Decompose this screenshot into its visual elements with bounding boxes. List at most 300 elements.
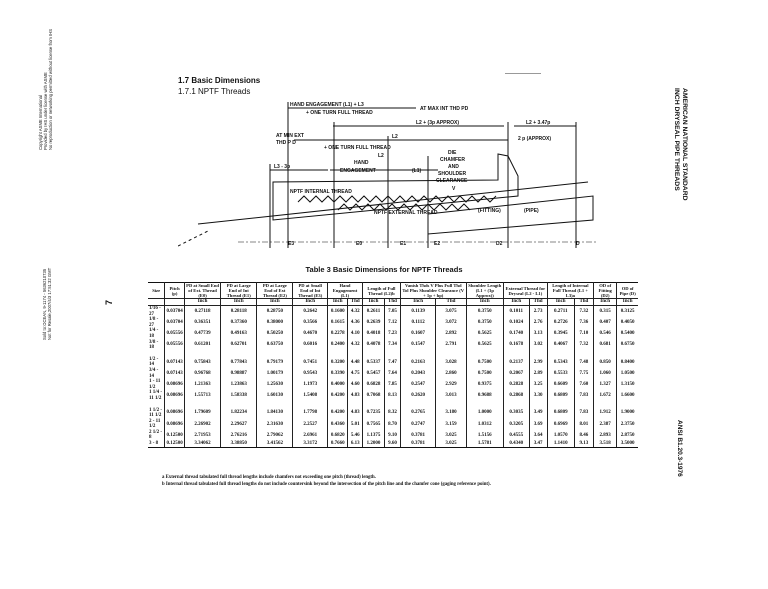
value-cell: 0.3781 (400, 430, 436, 441)
value-cell: 0.407 (594, 317, 617, 328)
value-cell: 3.159 (436, 419, 466, 430)
label-chamfer: CHAMFER (440, 157, 465, 163)
value-cell: 7.10 (574, 328, 593, 339)
label-internal-thread: NPTF INTERNAL THREAD (290, 189, 352, 195)
value-cell: 7.48 (574, 357, 593, 368)
value-cell: 0.96768 (184, 368, 220, 379)
value-cell: 0.2747 (400, 419, 436, 430)
value-cell: 0.9688 (466, 390, 503, 401)
value-cell: 0.3750 (466, 306, 503, 318)
value-cell: 0.03704 (165, 317, 184, 328)
value-cell: 0.4018 (362, 328, 384, 339)
value-cell: 7.05 (385, 306, 401, 318)
unit-cell: Inch (504, 299, 530, 306)
col-header-shoulder: Shoulder Length (L1 + (3p Approx)) (466, 283, 503, 299)
value-cell: 7.23 (385, 328, 401, 339)
label-e1: E1 (400, 241, 407, 247)
value-cell: 1.23863 (221, 379, 257, 390)
value-cell: 0.49163 (221, 328, 257, 339)
col-header-l2: Length of Full Thread (L2)b (362, 283, 400, 299)
unit-cell (165, 299, 184, 306)
value-cell: 0.2137 (504, 357, 530, 368)
nptf-dimensions-table (148, 282, 638, 448)
value-cell: 0.28118 (221, 306, 257, 318)
value-cell: 2.99 (529, 357, 547, 368)
value-cell: 3.38850 (221, 441, 257, 447)
value-cell: 0.7235 (362, 408, 384, 419)
value-cell: 1.60130 (257, 390, 293, 401)
value-cell: 0.9543 (293, 368, 328, 379)
size-cell: 1/8 - 27 (148, 317, 165, 328)
value-cell: 0.4360 (328, 419, 348, 430)
value-cell: 2.387 (594, 419, 617, 430)
value-cell: 1.84130 (257, 408, 293, 419)
value-cell: 7.60 (574, 379, 593, 390)
value-cell: 0.47739 (184, 328, 220, 339)
table-title: Table 3 Basic Dimensions for NPTF Threads (305, 265, 463, 274)
value-cell: 0.08696 (165, 379, 184, 390)
value-cell: 2.6961 (293, 430, 328, 441)
value-cell: 1.5781 (466, 441, 503, 447)
value-cell: 0.1547 (400, 340, 436, 351)
label-shoulder: SHOULDER (438, 171, 467, 177)
value-cell: 0.7500 (466, 368, 503, 379)
value-cell: 1.9000 (620, 410, 635, 416)
value-cell: 1.00179 (257, 368, 293, 379)
label-l2-347p: L2 + 3.47p (526, 120, 551, 126)
value-cell: 1.060 (594, 368, 617, 379)
table-row (148, 441, 638, 447)
size-cell: 1 1/4 - 11 1/2 (148, 390, 165, 401)
value-cell: 0.850 (594, 357, 617, 368)
size-cell: 3/4 - 14 (148, 368, 165, 379)
value-cell: 1.21363 (184, 379, 220, 390)
unit-cell: Inch (547, 299, 574, 306)
unit-cell: Inch (617, 299, 638, 306)
label-one-turn-top: + ONE TURN FULL THREAD (306, 110, 373, 116)
value-cell: 0.1011 (504, 306, 530, 318)
label-l3-3p: L3 - 3p (274, 164, 291, 170)
value-cell: 0.4555 (504, 430, 530, 441)
label-pipe: (PIPE) (524, 208, 539, 214)
value-cell: 0.3035 (504, 408, 530, 419)
col-header-e3: PD at Small End of Int Thread (E3) (293, 283, 328, 299)
value-cell: 2.2527 (293, 419, 328, 430)
value-cell: 0.36351 (184, 317, 220, 328)
value-cell: 0.1024 (504, 317, 530, 328)
value-cell: 1.912 (594, 408, 617, 419)
table-row (148, 408, 638, 419)
value-cell: 0.2163 (400, 357, 436, 368)
label-l2: L2 (392, 134, 398, 140)
value-cell: 7.34 (385, 340, 401, 351)
value-cell: 0.03704 (165, 306, 184, 318)
value-cell: 3.64 (529, 430, 547, 441)
unit-cell: Thd (436, 299, 466, 306)
size-cell: 1/2 - 14 (148, 357, 165, 368)
value-cell: 0.08696 (165, 419, 184, 430)
value-cell: 0.1139 (400, 306, 436, 318)
value-cell: 0.7451 (293, 357, 328, 368)
unit-cell: Inch (594, 299, 617, 306)
value-cell: 3.3172 (293, 441, 328, 447)
label-l2-3p: L2 + (3p APPROX) (416, 120, 460, 126)
value-cell: 3.02 (529, 340, 547, 351)
value-cell: 2.71953 (184, 430, 220, 441)
unit-cell: Inch (184, 299, 220, 306)
standard-code: ANSI B1.20.3-1976 (676, 420, 683, 477)
side-title (672, 88, 688, 201)
value-cell: 0.3125 (620, 308, 635, 314)
unit-cell: Inch (466, 299, 503, 306)
value-cell: 0.2639 (362, 317, 384, 328)
col-header-internal: Length of Internal Full Thread (L1 + L3)a (547, 283, 593, 299)
table-row (148, 379, 638, 390)
value-cell: 3.025 (436, 441, 466, 447)
unit-cell: Thd (574, 299, 593, 306)
table-row (148, 430, 638, 441)
sold-line: Not for Resale,2007/4/3 17:51:32 GMT (47, 267, 52, 340)
value-cell: 1.0500 (620, 370, 635, 376)
value-cell: 0.5625 (466, 328, 503, 339)
value-cell: 4.83 (348, 390, 363, 401)
unit-cell (148, 299, 165, 306)
value-cell: 0.3390 (328, 368, 348, 379)
value-cell: 0.38000 (257, 317, 293, 328)
value-cell: 1.0312 (466, 419, 503, 430)
page-number: 7 (104, 299, 114, 305)
value-cell: 0.2765 (400, 408, 436, 419)
value-cell: 3.69 (529, 419, 547, 430)
value-cell: 0.2642 (293, 306, 328, 318)
label-at-max-int: AT MAX INT THD PD (420, 106, 469, 112)
label-e2: E2 (434, 241, 441, 247)
value-cell: 0.3750 (466, 317, 503, 328)
footnote-a: a External thread tabulated full thread lengths include chamfers not exceeding one pitch (thread) length. (162, 475, 376, 480)
value-cell: 0.4067 (547, 340, 574, 351)
value-cell: 0.2043 (400, 368, 436, 379)
value-cell: 0.1678 (504, 340, 530, 351)
unit-cell: Inch (293, 299, 328, 306)
label-fitting: (FITTING) (478, 208, 501, 214)
value-cell: 0.12500 (166, 441, 183, 447)
value-cell: 1.1375 (362, 430, 384, 441)
value-cell: 0.3200 (328, 357, 348, 368)
label-d: D (576, 241, 580, 247)
value-cell: 0.2547 (400, 379, 436, 390)
size-cell: 1/4 - 18 (148, 328, 165, 339)
value-cell: 0.546 (594, 328, 617, 339)
value-cell: 0.61201 (184, 340, 220, 351)
label-hand-engagement: HAND ENGAGEMENT (L1) + L3 (290, 102, 364, 108)
value-cell: 3.028 (436, 357, 466, 368)
value-cell: 0.2726 (547, 317, 574, 328)
size-cell: 2 - 11 1/2 (148, 419, 165, 430)
value-cell: 0.5337 (362, 357, 384, 368)
value-cell: 3.013 (436, 390, 466, 401)
col-header-e2: PD at Large End of Ext Thread (E2) (257, 283, 293, 299)
unit-cell: Thd (348, 299, 363, 306)
label-e3: E3 (288, 241, 295, 247)
size-cell: 1/16 - 27 (148, 306, 165, 318)
label-e0: E0 (356, 241, 363, 247)
value-cell: 0.5625 (466, 340, 503, 351)
value-cell: 0.62701 (221, 340, 257, 351)
value-cell: 0.3205 (504, 419, 530, 430)
value-cell: 0.4000 (328, 379, 348, 390)
size-cell: 2 1/2 - 8 (148, 430, 165, 441)
value-cell: 0.1600 (328, 306, 348, 318)
value-cell: 0.37360 (221, 317, 257, 328)
value-cell: 0.1740 (504, 328, 530, 339)
value-cell: 0.6750 (620, 342, 635, 348)
value-cell: 0.79179 (257, 357, 293, 368)
unit-cell: Inch (362, 299, 384, 306)
value-cell: 7.83 (574, 390, 593, 401)
table-row (148, 328, 638, 339)
value-cell: 2.26902 (184, 419, 220, 430)
value-cell: 3.30 (529, 390, 547, 401)
value-cell: 0.08696 (165, 408, 184, 419)
value-cell: 0.05556 (165, 340, 184, 351)
value-cell: 3.180 (436, 408, 466, 419)
value-cell: 7.32 (574, 306, 593, 318)
value-cell: 1.82234 (221, 408, 257, 419)
copyright-line: Provided by IHS under license with ASME (43, 72, 48, 150)
value-cell: 2.89 (529, 368, 547, 379)
value-cell: 0.12500 (165, 430, 184, 441)
value-cell: 0.1112 (400, 317, 436, 328)
value-cell: 0.63750 (257, 340, 293, 351)
unit-cell: Thd (385, 299, 401, 306)
value-cell: 7.47 (385, 357, 401, 368)
value-cell: 0.1607 (400, 328, 436, 339)
copyright-line: Copyright ASME International (38, 95, 43, 150)
table-row (148, 390, 638, 401)
value-cell: 0.5533 (547, 368, 574, 379)
sold-line: Sold to:OCEAN, 9-1174 - 5636210735 (42, 268, 47, 340)
value-cell: 1.79609 (184, 408, 220, 419)
value-cell: 6.13 (348, 441, 363, 447)
value-cell: 0.7500 (466, 357, 503, 368)
value-cell: 0.6820 (328, 430, 348, 441)
value-cell: 7.75 (574, 368, 593, 379)
label-die: DIE (448, 150, 457, 156)
value-cell: 7.64 (385, 368, 401, 379)
value-cell: 0.4670 (293, 328, 328, 339)
value-cell: 1.1410 (547, 441, 574, 447)
value-cell: 0.4200 (328, 390, 348, 401)
value-cell: 4.10 (348, 328, 363, 339)
nptf-thread-diagram (178, 96, 618, 254)
value-cell: 0.4200 (328, 408, 348, 419)
value-cell: 3.47 (529, 441, 547, 447)
value-cell: 2.892 (436, 328, 466, 339)
value-cell: 0.77843 (221, 357, 257, 368)
value-cell: 1.25630 (257, 379, 293, 390)
value-cell: 0.7068 (362, 390, 384, 401)
value-cell: 1.2000 (362, 441, 384, 447)
value-cell: 0.681 (594, 340, 617, 351)
top-rule (505, 73, 541, 74)
value-cell: 0.05556 (165, 328, 184, 339)
value-cell: 0.2868 (504, 390, 530, 401)
table-row (148, 419, 638, 430)
label-one-turn-mid: + ONE TURN FULL THREAD (324, 145, 391, 151)
section-heading: 1.7 Basic Dimensions (178, 76, 261, 85)
unit-cell: Inch (221, 299, 257, 306)
value-cell: 0.2620 (400, 390, 436, 401)
value-cell: 0.6828 (362, 379, 384, 390)
value-cell: 0.4050 (620, 320, 635, 325)
value-cell: 2.3750 (620, 421, 635, 427)
value-cell: 0.7565 (362, 419, 384, 430)
value-cell: 1.0000 (466, 408, 503, 419)
value-cell: 0.6969 (547, 419, 574, 430)
value-cell: 0.2711 (547, 306, 574, 318)
col-header-od-fitting: OD of Fitting (D2) (594, 283, 617, 299)
table-row (148, 368, 638, 379)
value-cell: 0.5400 (620, 331, 635, 337)
value-cell: 0.2400 (328, 340, 348, 351)
value-cell: 2.73 (529, 306, 547, 318)
side-title-line: AMERICAN NATIONAL STANDARD (681, 88, 688, 201)
col-header-e0: PD at Small End of Ext. Thread (E0) (186, 283, 219, 299)
value-cell: 7.36 (574, 317, 593, 328)
value-cell: 2.8750 (620, 432, 635, 438)
label-clearance: CLEARANCE (436, 178, 468, 184)
side-title-line: INCH DRYSEAL PIPE THREADS (673, 88, 680, 191)
table-row (148, 306, 638, 318)
value-cell: 9.60 (385, 441, 401, 447)
table-row (148, 357, 638, 368)
value-cell: 8.70 (385, 419, 401, 430)
value-cell: 0.9375 (466, 379, 503, 390)
value-cell: 0.6609 (547, 379, 574, 390)
label-at-min-ext: AT MIN EXT (276, 133, 304, 139)
col-header-l1: Hand Engagement (L1) (328, 283, 363, 299)
value-cell: 0.4078 (362, 340, 384, 351)
value-cell: 3.5000 (617, 441, 638, 447)
label-two-p: 2 p (APPROX) (518, 136, 552, 142)
value-cell: 4.75 (348, 368, 363, 379)
value-cell: 0.2828 (504, 379, 530, 390)
value-cell: 1.327 (594, 379, 617, 390)
value-cell: 0.08696 (165, 390, 184, 401)
value-cell: 1.672 (594, 390, 617, 401)
value-cell: 4.36 (348, 317, 363, 328)
label-and: AND (448, 164, 459, 170)
value-cell: 0.2611 (362, 306, 384, 318)
value-cell: 2.860 (436, 368, 466, 379)
value-cell: 4.83 (348, 408, 363, 419)
value-cell: 3.075 (436, 306, 466, 318)
label-l2-mid: L2 (378, 153, 384, 159)
sold-to-notice (42, 268, 52, 340)
value-cell: 8.46 (574, 430, 593, 441)
value-cell: 4.32 (348, 340, 363, 351)
table-row (148, 317, 638, 328)
label-l1: (L1) (412, 168, 422, 174)
value-cell: 0.98887 (221, 368, 257, 379)
value-cell: 0.3945 (547, 328, 574, 339)
value-cell: 0.4340 (504, 441, 530, 447)
value-cell: 2.79062 (257, 430, 293, 441)
value-cell: 8.01 (574, 419, 593, 430)
subsection-heading: 1.7.1 NPTF Threads (178, 87, 251, 96)
col-header-external: External Thread for Dryseal (L2 - L1) (504, 283, 548, 299)
value-cell: 1.7798 (293, 408, 328, 419)
value-cell: 4.32 (348, 306, 363, 318)
value-cell: 1.58338 (221, 390, 257, 401)
label-external-thread: NPTF EXTERNAL THREAD (374, 210, 438, 216)
units-row (148, 299, 638, 306)
footnote-b: b Internal thread tabulated full thread lengths do not include countersink beyond the intersection of the pitch line and the chamfer cone (gaging reference point). (162, 482, 491, 487)
label-v: V (452, 186, 456, 192)
unit-cell: Inch (328, 299, 348, 306)
value-cell: 2.76 (529, 317, 547, 328)
value-cell: 1.55713 (184, 390, 220, 401)
value-cell: 0.5457 (362, 368, 384, 379)
value-cell: 2.29627 (221, 419, 257, 430)
value-cell: 0.3566 (293, 317, 328, 328)
value-cell: 7.12 (385, 317, 401, 328)
unit-cell: Inch (257, 299, 293, 306)
value-cell: 1.5156 (466, 430, 503, 441)
table-body (148, 306, 638, 448)
label-hand: HAND (354, 160, 369, 166)
value-cell: 0.2278 (328, 328, 348, 339)
value-cell: 9.10 (385, 430, 401, 441)
value-cell: 3.518 (594, 441, 617, 447)
value-cell: 0.6809 (547, 408, 574, 419)
value-cell: 3.072 (436, 317, 466, 328)
size-cell: 1 1/2 - 11 1/2 (148, 408, 165, 419)
table-row (148, 340, 638, 351)
value-cell: 0.07143 (165, 357, 184, 368)
value-cell: 3.025 (436, 430, 466, 441)
col-header-pitch: Pitch (p) (165, 283, 184, 299)
value-cell: 7.85 (385, 379, 401, 390)
unit-cell: Thd (529, 299, 547, 306)
size-cell: 1 - 11 1/2 (148, 379, 165, 390)
value-cell: 0.3781 (400, 441, 436, 447)
value-cell: 0.07143 (165, 368, 184, 379)
label-thd-pd: THD P D (276, 140, 296, 146)
value-cell: 0.7660 (328, 441, 348, 447)
value-cell: 3.25 (529, 379, 547, 390)
copyright-notice (38, 29, 53, 150)
label-d2: D2 (496, 241, 503, 247)
value-cell: 0.315 (594, 306, 617, 318)
unit-cell: Inch (400, 299, 436, 306)
value-cell: 1.3150 (620, 381, 635, 387)
value-cell: 9.13 (574, 441, 593, 447)
col-header-e1: PD at Large End of Int Thread (E1) (221, 283, 257, 299)
value-cell: 7.32 (574, 340, 593, 351)
value-cell: 3.34062 (184, 441, 220, 447)
value-cell: 1.6600 (620, 393, 635, 399)
label-engagement: ENGAGEMENT (340, 168, 376, 174)
value-cell: 3.41562 (257, 441, 293, 447)
value-cell: 2.76216 (221, 430, 257, 441)
copyright-line: No reproduction or networking permitted without license from IHS (48, 28, 53, 150)
col-header-size: Size (148, 283, 165, 299)
value-cell: 2.791 (436, 340, 466, 351)
value-cell: 1.0570 (547, 430, 574, 441)
col-header-od-pipe: OD of Pipe (D) (617, 283, 638, 299)
value-cell: 2.31630 (257, 419, 293, 430)
